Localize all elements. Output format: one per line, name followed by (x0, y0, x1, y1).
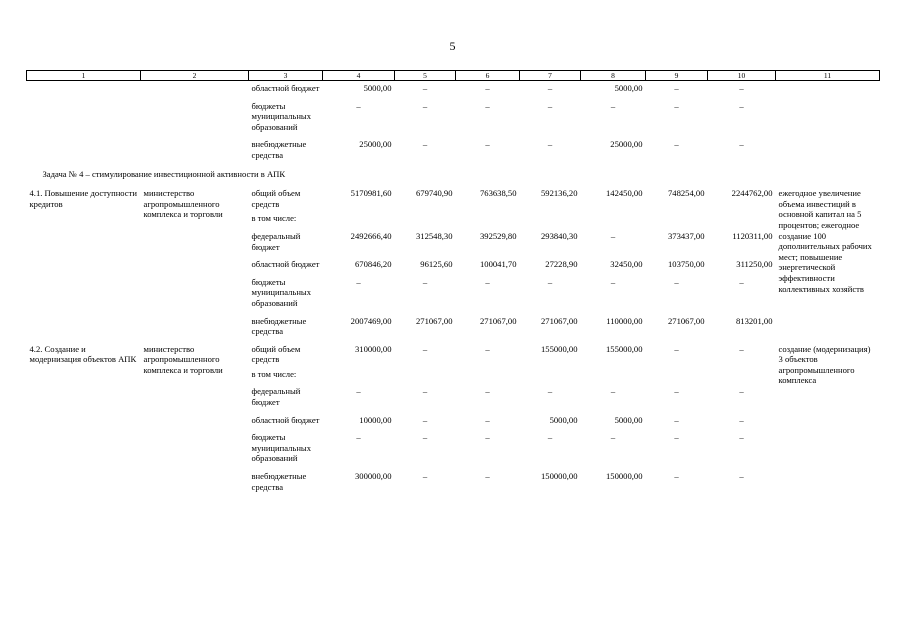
amount-cell: 5000,00 (614, 414, 643, 425)
amount-cell: 592136,20 (540, 188, 578, 199)
funding-source: бюджеты муниципальных образований (251, 276, 311, 308)
amount-cell: 2244762,00 (731, 188, 773, 199)
measure-executor: министерство агропромышленного комплекса и торговли (143, 343, 223, 375)
funding-source: бюджеты муниципальных образований (251, 432, 311, 464)
funding-source: внебюджетные средства (251, 471, 307, 492)
amount-cell: – (674, 414, 679, 425)
funding-source: федеральный бюджет (251, 386, 301, 408)
amount-cell: 679740,90 (415, 188, 453, 199)
program-table (26, 70, 880, 492)
amount-cell: 5000,00 (614, 83, 643, 93)
amount-cell: 155000,00 (605, 343, 643, 354)
amount-cell: – (674, 471, 679, 482)
amount-cell: – (422, 100, 428, 111)
funding-source: внебюджетные средства (251, 139, 307, 160)
amount-cell: – (547, 139, 553, 150)
amount-cell (708, 209, 776, 224)
amount-cell: – (422, 139, 428, 150)
amount-cell: – (610, 230, 616, 241)
empty-cell (27, 132, 141, 160)
amount-cell: – (674, 139, 679, 150)
amount-cell: – (356, 100, 361, 111)
amount-cell: – (739, 343, 744, 354)
amount-cell: – (485, 276, 490, 287)
amount-cell (395, 209, 456, 224)
amount-cell: – (610, 432, 616, 443)
empty-cell (141, 94, 249, 133)
amount-cell: 2007469,00 (350, 315, 392, 326)
empty-cell (776, 81, 880, 94)
amount-cell: 150000,00 (605, 471, 643, 482)
amount-cell: – (739, 100, 744, 111)
funding-source: внебюджетные средства (251, 315, 307, 337)
amount-cell (456, 209, 520, 224)
amount-cell: 312548,30 (415, 230, 453, 241)
amount-cell: – (547, 276, 553, 287)
funding-source: общий объем средств (251, 188, 301, 209)
amount-cell: 103750,00 (667, 259, 705, 270)
amount-cell: 1120311,00 (732, 230, 773, 241)
funding-source: в том числе: (251, 368, 297, 379)
table-row (27, 94, 880, 133)
funding-source: в том числе: (251, 213, 297, 224)
amount-cell: – (674, 276, 679, 287)
amount-cell: 311250,00 (736, 259, 773, 270)
amount-cell: 373437,00 (667, 230, 705, 241)
amount-cell: 813201,00 (735, 315, 773, 326)
amount-cell: 2492666,40 (350, 230, 392, 241)
amount-cell: – (674, 386, 679, 397)
amount-cell (323, 209, 395, 224)
amount-cell: – (674, 432, 679, 443)
measure-name: 4.1. Повышение доступности кредитов (29, 188, 137, 209)
amount-cell: – (485, 432, 490, 443)
amount-cell: 271067,00 (667, 315, 705, 326)
amount-cell: – (422, 471, 428, 482)
amount-cell: 5000,00 (363, 83, 392, 93)
amount-cell: – (485, 139, 490, 150)
table-row (27, 81, 880, 94)
amount-cell: – (739, 276, 744, 287)
amount-cell: – (547, 100, 553, 111)
amount-cell (581, 209, 646, 224)
amount-cell: – (739, 432, 744, 443)
amount-cell: 142450,00 (605, 188, 643, 199)
amount-cell: – (356, 276, 361, 287)
amount-cell: – (739, 471, 744, 482)
amount-cell: 271067,00 (540, 315, 578, 326)
table-row (27, 132, 880, 160)
amount-cell: – (485, 83, 490, 93)
amount-cell: – (739, 414, 744, 425)
amount-cell: – (356, 386, 361, 397)
funding-source: областной бюджет (251, 259, 320, 270)
page-number: 5 (449, 39, 456, 53)
amount-cell: 96125,60 (420, 259, 453, 270)
amount-cell: – (485, 100, 490, 111)
amount-cell: – (422, 276, 428, 287)
column-number-cell: 5 (395, 71, 456, 81)
empty-cell (776, 132, 880, 160)
amount-cell: – (610, 100, 616, 111)
empty-cell (27, 94, 141, 133)
amount-cell: 271067,00 (479, 315, 517, 326)
column-number-row (27, 71, 880, 81)
amount-cell: – (485, 471, 490, 482)
amount-cell: 670846,20 (354, 259, 392, 270)
amount-cell: – (485, 386, 490, 397)
amount-cell: 25000,00 (610, 139, 643, 150)
funding-source: федеральный бюджет (251, 230, 301, 252)
task-heading: Задача № 4 – стимулирование инвестиционной активности в АПК (42, 168, 286, 179)
amount-cell (646, 209, 708, 224)
amount-cell: 5170981,60 (350, 188, 392, 199)
amount-cell: 100041,70 (479, 259, 517, 270)
amount-cell (395, 365, 456, 380)
amount-cell: – (422, 386, 428, 397)
expected-result: ежегодное увеличение объема инвестиций в основной капитал на 5 процентов; ежегодное создание 100 дополнительных рабочих мест; повышение энергетической эффективности коллективных хозяйств (778, 188, 872, 294)
amount-cell: – (739, 139, 744, 150)
amount-cell: – (485, 343, 490, 354)
table-body (27, 71, 880, 493)
amount-cell: 271067,00 (415, 315, 453, 326)
amount-cell: – (674, 83, 679, 93)
amount-cell: – (547, 386, 553, 397)
measure-name: 4.2. Создание и модернизация объектов АПК (29, 343, 137, 365)
funding-source: областной бюджет (251, 414, 320, 425)
amount-cell: – (739, 83, 744, 93)
amount-cell (456, 365, 520, 380)
amount-cell (708, 365, 776, 380)
amount-cell (520, 209, 581, 224)
amount-cell: 27228,90 (545, 259, 578, 270)
amount-cell: 300000,00 (354, 471, 392, 482)
amount-cell: – (356, 432, 361, 443)
amount-cell: 748254,00 (667, 188, 705, 199)
funding-source: бюджеты муниципальных образований (251, 100, 311, 132)
column-number-cell: 11 (776, 71, 880, 81)
task-heading-row (27, 161, 880, 189)
amount-cell: – (674, 343, 679, 354)
amount-cell: 5000,00 (549, 414, 578, 425)
column-number-cell: 10 (708, 71, 776, 81)
empty-cell (141, 132, 249, 160)
amount-cell: 392529,80 (479, 230, 517, 241)
amount-cell: 293840,30 (540, 230, 578, 241)
amount-cell: 32450,00 (610, 259, 643, 270)
amount-cell: 150000,00 (540, 471, 578, 482)
amount-cell: 763638,50 (479, 188, 517, 199)
amount-cell: – (422, 343, 428, 354)
empty-cell (776, 94, 880, 133)
expected-result: создание (модернизация) 3 объектов агропромышленного комплекса (778, 343, 871, 386)
column-number-cell: 4 (323, 71, 395, 81)
funding-source: областной бюджет (251, 83, 320, 93)
table-row (27, 337, 880, 365)
amount-cell: – (674, 100, 679, 111)
column-number-cell: 6 (456, 71, 520, 81)
column-number-cell: 8 (581, 71, 646, 81)
amount-cell: – (422, 432, 428, 443)
amount-cell (520, 365, 581, 380)
amount-cell: 155000,00 (540, 343, 578, 354)
empty-cell (27, 81, 141, 94)
column-number-cell: 3 (249, 71, 323, 81)
amount-cell: – (739, 386, 744, 397)
amount-cell: – (547, 432, 553, 443)
amount-cell: – (610, 276, 616, 287)
amount-cell: 10000,00 (359, 414, 392, 425)
amount-cell: – (547, 83, 553, 93)
funding-source: общий объем средств (251, 343, 301, 365)
amount-cell: 310000,00 (354, 343, 392, 354)
column-number-cell: 2 (141, 71, 249, 81)
amount-cell (581, 365, 646, 380)
amount-cell (646, 365, 708, 380)
amount-cell: 110000,00 (606, 315, 643, 326)
measure-executor: министерство агропромышленного комплекса и торговли (143, 188, 223, 220)
amount-cell: – (422, 83, 428, 93)
amount-cell: – (422, 414, 428, 425)
amount-cell: – (485, 414, 490, 425)
amount-cell (323, 365, 395, 380)
column-number-cell: 1 (27, 71, 141, 81)
amount-cell: – (610, 386, 616, 397)
amount-cell: 25000,00 (359, 139, 392, 150)
column-number-cell: 7 (520, 71, 581, 81)
column-number-cell: 9 (646, 71, 708, 81)
table-row (27, 188, 880, 209)
empty-cell (141, 81, 249, 94)
